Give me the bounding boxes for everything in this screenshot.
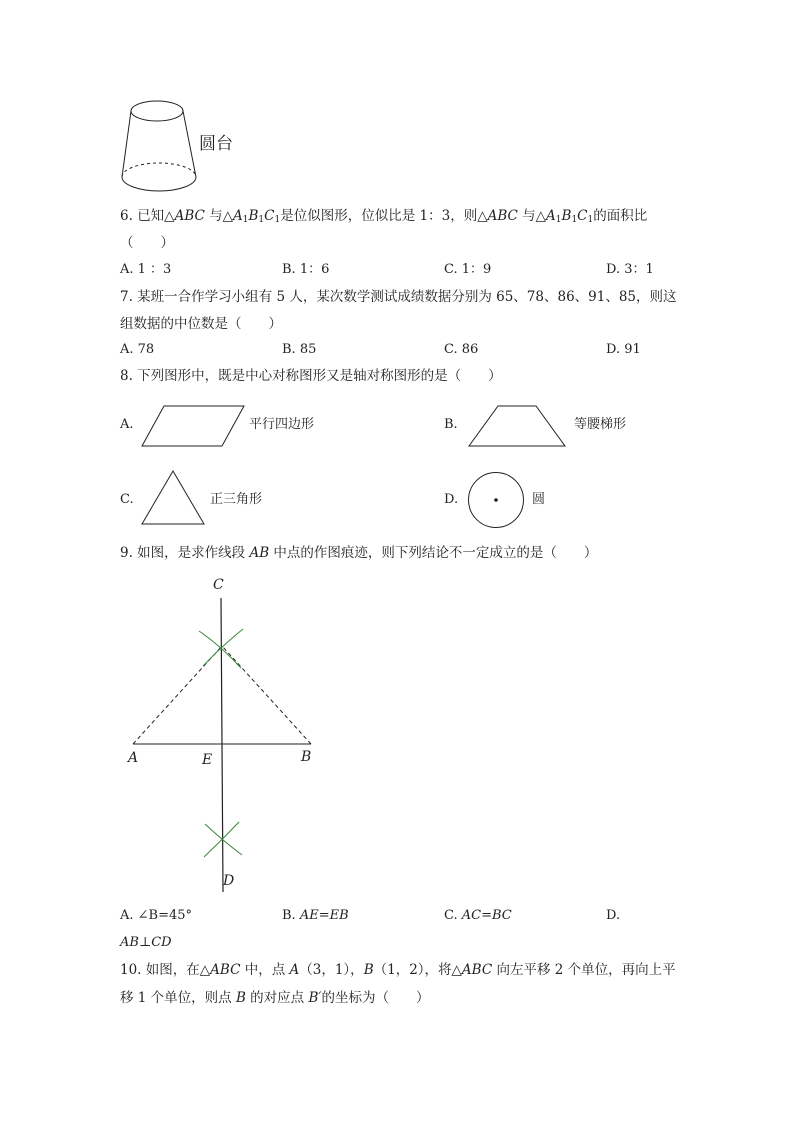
point-label-a: A — [128, 750, 139, 766]
dashed-bc — [222, 646, 311, 744]
q6-option-d[interactable]: D. 3：1 — [606, 262, 654, 277]
q8-option-b-label: 等腰梯形 — [574, 417, 627, 432]
q10-stem-line1: 10. 如图，在△ABC 中，点 A（3，1），B（1，2），将△ABC 向左平移 2 个单位，再向上平 — [120, 962, 676, 978]
q8-stem: 8. 下列图形中，既是中心对称图形又是轴对称图形的是（ ） — [120, 368, 502, 384]
q8-option-d-letter[interactable]: D. — [444, 492, 459, 507]
q7-option-a[interactable]: A. 78 — [120, 342, 155, 357]
q8-option-a-letter[interactable]: A. — [120, 417, 134, 432]
point-label-c: C — [213, 577, 224, 593]
q7-option-c[interactable]: C. 86 — [444, 342, 479, 357]
q7-option-b[interactable]: B. 85 — [282, 342, 317, 357]
point-label-e: E — [202, 752, 213, 768]
q8-option-b-letter[interactable]: B. — [444, 417, 458, 432]
q6-stem: 6. 已知△ABC 与$\triangle A_1B_1C_1$是位似图形，位似比是 1：3，则△ABC 与$\triangle A_1B_1C_1$的面积比 — [120, 208, 648, 225]
q9-option-d-body[interactable]: AB⊥CD — [120, 935, 172, 950]
q9-option-a[interactable]: A. ∠B=45° — [120, 908, 193, 923]
frustum-label: 圆台 — [199, 134, 233, 154]
q9-option-c[interactable]: C. AC=BC — [444, 908, 512, 923]
q6-option-a[interactable]: A. 1 ：3 — [120, 262, 172, 277]
q9-option-d-letter[interactable]: D. — [606, 908, 621, 923]
q7-stem-line1: 7. 某班一合作学习小组有 5 人，某次数学测试成绩数据分别为 65、78、86、91、85，则这 — [120, 289, 677, 305]
q9-stem: 9. 如图，是求作线段 AB 中点的作图痕迹，则下列结论不一定成立的是（ ） — [120, 545, 598, 561]
point-label-b: B — [301, 749, 312, 765]
q7-stem-line2: 组数据的中位数是（ ） — [120, 316, 282, 332]
q9-option-b[interactable]: B. AE=EB — [282, 908, 349, 923]
q6-option-b[interactable]: B. 1：6 — [282, 262, 330, 277]
lower-arc-from-b — [204, 822, 239, 857]
q10-stem-line2: 移 1 个单位，则点 B 的对应点 B′的坐标为（ ） — [120, 990, 430, 1006]
upper-arc-from-b — [203, 629, 243, 666]
point-label-d: D — [223, 873, 235, 889]
q8-option-d-label: 圆 — [532, 492, 546, 507]
q8-option-a-label: 平行四边形 — [249, 417, 315, 432]
q6-paren: （ ） — [120, 235, 174, 251]
q8-option-c-label: 正三角形 — [210, 492, 263, 507]
perpendicular-bisector-cd — [221, 598, 223, 892]
q8-option-c-letter[interactable]: C. — [120, 492, 134, 507]
q7-option-d[interactable]: D. 91 — [606, 342, 641, 357]
q6-option-c[interactable]: C. 1：9 — [444, 262, 492, 277]
